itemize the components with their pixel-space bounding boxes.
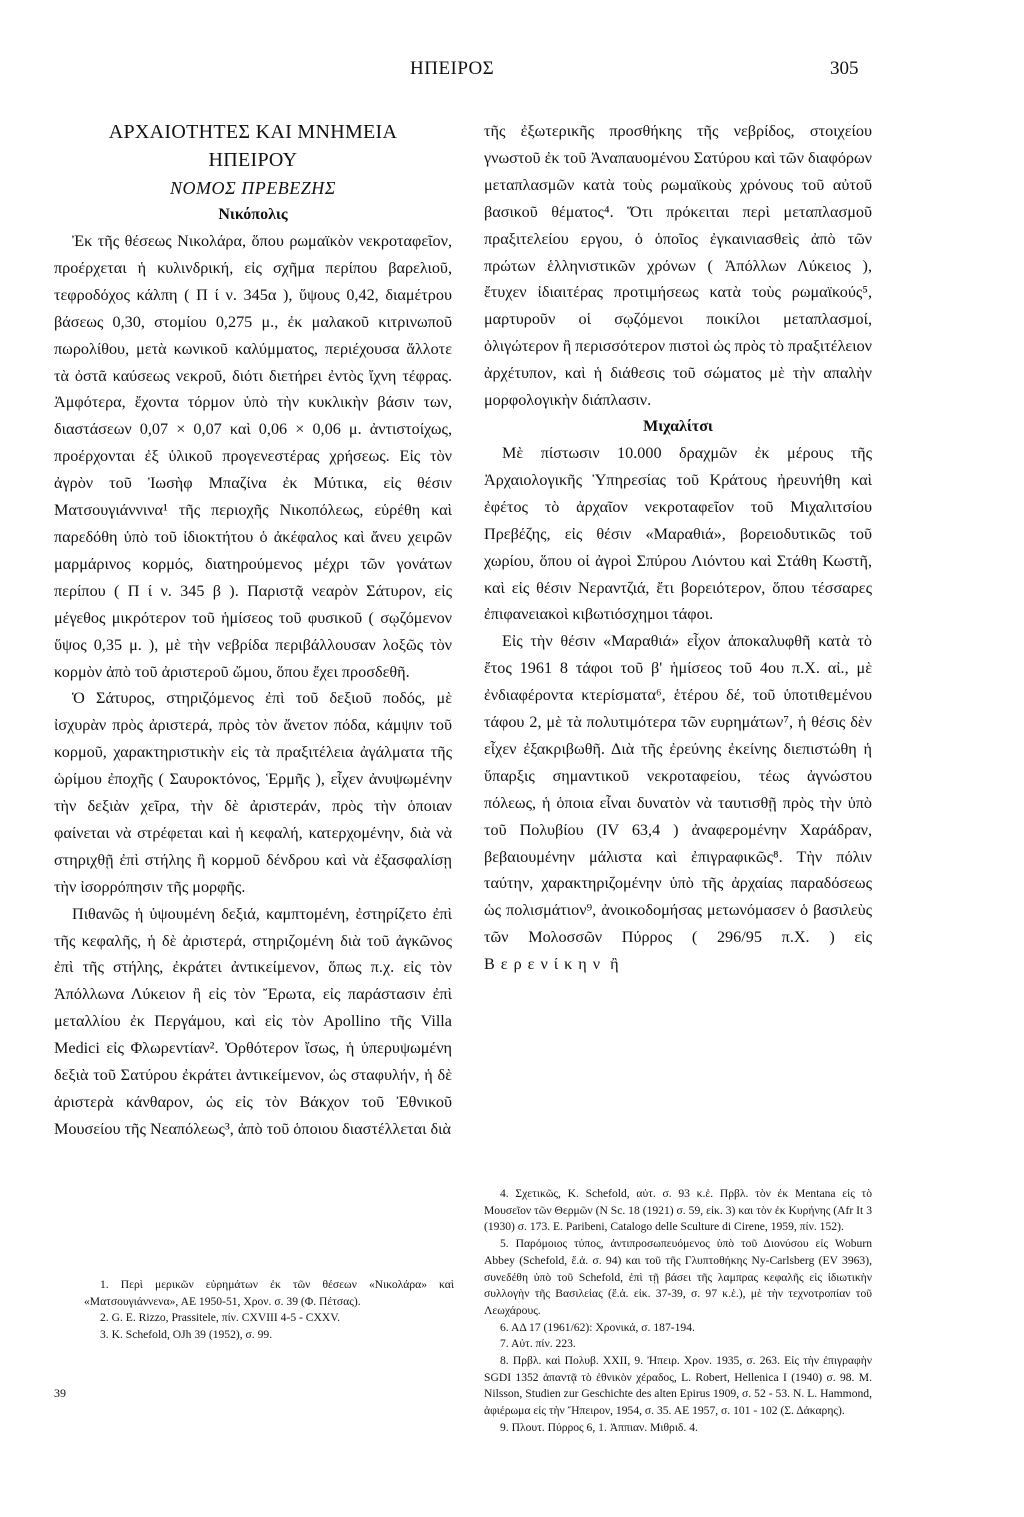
place-heading-michalitsi: Μιχαλίτσι [643, 417, 713, 435]
prefecture-subheading: ΝΟΜΟΣ ΠΡΕΒΕΖΗΣ [170, 178, 336, 198]
signature-mark: 39 [54, 1386, 66, 1400]
footnote: 6. ΑΔ 17 (1961/62): Χρονικά, σ. 187-194. [500, 1320, 695, 1334]
footnote: 9. Πλουτ. Πύρρος 6, 1. Ἀππιαν. Μιθριδ. 4. [500, 1420, 698, 1434]
body-text: Εἰς τὴν θέσιν «Μαραθιά» εἶχον ἀποκαλυφθῆ κατὰ τὸ ἔτος 1961 8 τάφοι τοῦ β' ἡμίσεος τοῦ 4ου π.Χ. αἰ., μὲ ἐνδιαφέροντα κτερίσματα⁶, ἑτέρου δέ, τοῦ ὑποτιθεμένου τάφου 2, μὲ τὰ πολυτιμότερα τῶν ευρημάτων⁷, ἡ θέσις δὲν εἶχεν ἐξακριβωθῆ. Διὰ τῆς ἐρεύνης ἐκείνης διεπιστώθη ἡ ὕπαρξις σημαντικοῦ νεκροταφείου, τέως ἀγνώστου πόλεως, ἡ ὁποια εἶναι δυνατὸν νὰ ταυτισθῇ πρὸς τὴν ὑπὸ τοῦ Πολυβίου (IV 63,4 ) ἀναφερομένην Χαράδραν, βεβαιουμένην μάλιστα καὶ ἐπιγραφικῶς⁸. Τὴν πόλιν ταύτην, χαρακτηριζομένην ὑπὸ τῆς ἀρχαίας παραδόσεως ὡς πολισμάτιον⁹, ἀνοικοδομήσας μετωνόμασεν ὁ βασιλεὺς τῶν Μολοσσῶν Πύρρος ( 296/95 π.Χ. ) εἰς [484, 632, 872, 947]
spaced-name: Βερενίκην [484, 955, 607, 974]
left-footnotes [84, 1277, 454, 1344]
right-column [484, 118, 872, 978]
body-paragraph: Μὲ πίστωσιν 10.000 δραχμῶν ἐκ μέρους τῆς Ἀρχαιολογικῆς Ὑπηρεσίας τοῦ Κράτους ἠρευνήθη καὶ ἐφέτος τὸ ἀρχαῖον νεκροταφεῖον τοῦ Μιχαλιτσίου Πρεβέζης, εἰς θέσιν «Μαραθιά», βορειοδυτικῶς τοῦ χωρίου, ὅπου οἱ ἀγροὶ Σπύρου Λιόντου καὶ Στάθη Κωστῆ, καὶ εἰς θέσιν Νεραντζιά, ἔτι βορειότερον, ὅπου τέσσαρες ἐπιφανειακοὶ κιβωτιόσχημοι τάφοι. [484, 443, 872, 624]
footnote: 2. G. E. Rizzo, Prassitele, πίν. CXVIII 4-5 - CXXV. [100, 1311, 341, 1325]
footnote: 5. Παρόμοιος τύπος, ἀντιπροσωπευόμενος ὑπὸ τοῦ Διονύσου εἰς Woburn Abbey (Schefold, ἔ.ἀ. σ. 94) και τοῦ τῆς Γλυπτοθήκης Ny-Carlsberg (EV 3963), συνεδέθη ὑπὸ τοῦ Schefold, ἐπὶ τῇ βάσει τῆς λαμπρας κεφαλῆς εἰς ἰδιωτικὴν συλλογὴν τῆς Βασιλεἰας (ἔ.ἀ. εἰκ. 37-39, σ. 97 κ.ἑ.), μὲ τὴν τεχνοτροπίαν τοῦ Λεωχάρους. [484, 1237, 872, 1317]
running-header [0, 58, 1024, 84]
footnote: 8. Πρβλ. καὶ Πολυβ. XXII, 9. Ἠπειρ. Χρον. 1935, σ. 263. Εἰς τὴν ἐπιγραφὴν SGDI 1352 ἀπαντᾷ τὸ ἐθνικὸν χέραδος, L. Robert, Hellenica I (1940) σ. 98. M. Nilsson, Studien zur Geschichte des alten Epirus 1909, σ. 52 - 53. N. L. Hammond, ἀφιέρωμα εἰς τὴν Ἤπειρον, 1954, σ. 35. ΑΕ 1957, σ. 101 - 102 (Σ. Δάκαρης). [484, 1354, 872, 1418]
body-paragraph: Πιθανῶς ἡ ὑψουμένη δεξιά, καμπτομένη, ἐστηρίζετο ἐπὶ τῆς κεφαλῆς, ἡ δὲ ἀριστερά, στηριζομένη διὰ τοῦ ἀγκῶνος ἐπὶ τῆς στήλης, ἐκράτει ἀντικείμενον, ὅπως π.χ. εἰς τὸν Ἀπόλλωνα Λύκειον ἢ εἰς τὸν Ἔρωτα, εἰς παράστασιν ἐπὶ μεταλλίου ἐκ Περγάμου, καὶ εἰς τὸν Apollino τῆς Villa Medici εἰς Φλωρεντίαν². Ὀρθότερον ἴσως, ἡ ὑπερυψωμένη δεξιὰ τοῦ Σατύρου ἐκράτει ἀντικείμενον, ὡς σταφυλήν, ἡ δὲ ἀριστερὰ κάνθαρον, ὡς εἰς τὸν Βάκχον τοῦ Ἐθνικοῦ Μουσείου τῆς Νεαπόλεως³, ἀπὸ τοῦ ὁποιου διαστέλλεται διὰ [54, 904, 452, 1138]
footnote: 7. Αὐτ. πίν. 223. [500, 1337, 576, 1351]
right-footnotes [484, 1186, 872, 1437]
body-text: ἢ [610, 955, 619, 974]
page-number: 305 [830, 58, 859, 79]
body-paragraph [484, 628, 872, 978]
footnote: 4. Σχετικῶς, K. Schefold, αὐτ. σ. 93 κ.ἑ. Πρβλ. τὸν ἐκ Mentana εἰς τὸ Μουσεῖον τῶν Θερμῶν (N Sc. 18 (1921) σ. 59, εἰκ. 3) και τὸν ἐκ Κυρήνης (Afr It 3 (1930) σ. 173. E. Paribeni, Catalogo delle Sculture di Cirene, 1959, πίν. 152). [484, 1187, 872, 1234]
body-paragraph: τῆς ἐξωτερικῆς προσθήκης τῆς νεβρίδος, στοιχείου γνωστοῦ ἐκ τοῦ Ἀναπαυομένου Σατύρου καὶ τῶν διαφόρων μεταπλασμῶν κατὰ τοὺς ρωμαϊκοὺς χρόνους τοῦ αὐτοῦ βασικοῦ θέματος⁴. Ὅτι πρόκειται περὶ μεταπλασμοῦ πραξιτελείου εργου, ὁ ὁποῖος ἐγκαινιασθεὶς ἀπὸ τῶν πρώτων ἑλληνιστικῶν χρόνων ( Ἀπόλλων Λύκειος ), ἔτυχεν ἰδιαιτέρας προτιμήσεως κατὰ τοὺς ρωμαϊκούς⁵, μαρτυροῦν οἱ σῳζόμενοι ποικίλοι μεταπλασμοί, ὀλιγώτερον ἢ περισσότερον πιστοὶ ὡς πρὸς τὸ πραξιτέλειον ἀρχέτυπον, καὶ ἡ διάθεσις τοῦ σώματος μὲ τὴν απαλὴν μορφολογικὴν διάπλασιν. [484, 122, 872, 410]
body-paragraph: Ὁ Σάτυρος, στηριζόμενος ἐπὶ τοῦ δεξιοῦ ποδός, μὲ ἰσχυρὰν πρὸς ἀριστερά, πρὸς τὸν ἄνετον πόδα, κάμψιν τοῦ κορμοῦ, χαρακτηριστικὴν εἰς τὰ πραξιτέλεια ἀγάλματα τῆς ὡρίμου ἐποχῆς ( Σαυροκτόνος, Ἑρμῆς ), εἶχεν ἀνυψωμένην τὴν δεξιὰν χεῖρα, τὴν δὲ ἀριστεράν, πρὸς τὴν ὁποιαν φαίνεται νὰ στρέφεται καὶ ἡ κεφαλή, κατερχομένην, διὰ νὰ στηριχθῇ ἐπὶ στήλης ἢ κορμοῦ δένδρου καὶ νὰ ἐξασφαλίσῃ τὴν ἰσορρόπησιν τῆς μορφῆς. [54, 689, 452, 896]
article-heading-line2: ΗΠΕΙΡΟΥ [208, 149, 298, 171]
place-heading-nikopolis: Νικόπολις [218, 206, 288, 223]
footnote: 1. Περὶ μερικῶν εὑρημάτων ἐκ τῶν θέσεων «Νικολάρα» καὶ «Ματσουγιάννενα», ΑΕ 1950-51, Χρον. σ. 39 (Φ. Πέτσας). [84, 1278, 454, 1308]
footnote: 3. K. Schefold, OJh 39 (1952), σ. 99. [100, 1328, 273, 1342]
running-title: ΗΠΕΙΡΟΣ [410, 58, 495, 79]
body-paragraph: Ἐκ τῆς θέσεως Νικολάρα, ὅπου ρωμαϊκὸν νεκροταφεῖον, προέρχεται ἡ κυλινδρική, εἰς σχῆμα περίπου βαρελιοῦ, τεφροδόχος κάλπη ( Π ί ν. 345α ), ὕψους 0,42, διαμέτρου βάσεως 0,30, στομίου 0,275 μ., ἐκ μαλακοῦ κιτρινωποῦ πωρολίθου, μετὰ κωνικοῦ καλύμματος, περιέχουσα ἄλλοτε τὰ ὀστᾶ καύσεως νεκροῦ, διότι διετήρει ἐντὸς ἴχνη τέφρας. Ἀμφότερα, ἔχοντα τόρμον ὑπὸ τὴν κυκλικὴν βάσιν των, διαστάσεων 0,07 × 0,07 καὶ 0,06 × 0,06 μ. ἀντιστοίχως, προέρχονται ἐξ ὑλικοῦ προγενεστέρας χρήσεως. Εἰς τὸν ἀγρὸν τοῦ Ἰωσὴφ Μπαζίνα ἐκ Μύτικα, εἰς θέσιν Ματσουγιάννινα¹ τῆς περιοχῆς Νικοπόλεως, εὑρέθη καὶ παρεδόθη ὑπὸ τοῦ ἰδιοκτήτου ὁ ἀκέφαλος καὶ ἄνευ χειρῶν μαρμάρινος κορμός, διατηρούμενος μέχρι τῶν γονάτων περίπου ( Π ί ν. 345 β ). Παριστᾷ νεαρὸν Σάτυρον, εἰς μέγεθος μικρότερον τοῦ ἡμίσεος τοῦ φυσικοῦ ( σῳζόμενον ὕψος 0,35 μ. ), μὲ τὴν νεβρίδα περιβάλλουσαν λοξῶς τὸν κορμὸν ἀπὸ τοῦ ἀριστεροῦ ὤμου, ὅπου ἔχει προσδεθῆ. [54, 232, 452, 681]
article-heading-line1: ΑΡΧΑΙΟΤΗΤΕΣ ΚΑΙ ΜΝΗΜΕΙΑ [108, 121, 398, 143]
left-column [54, 118, 452, 1143]
